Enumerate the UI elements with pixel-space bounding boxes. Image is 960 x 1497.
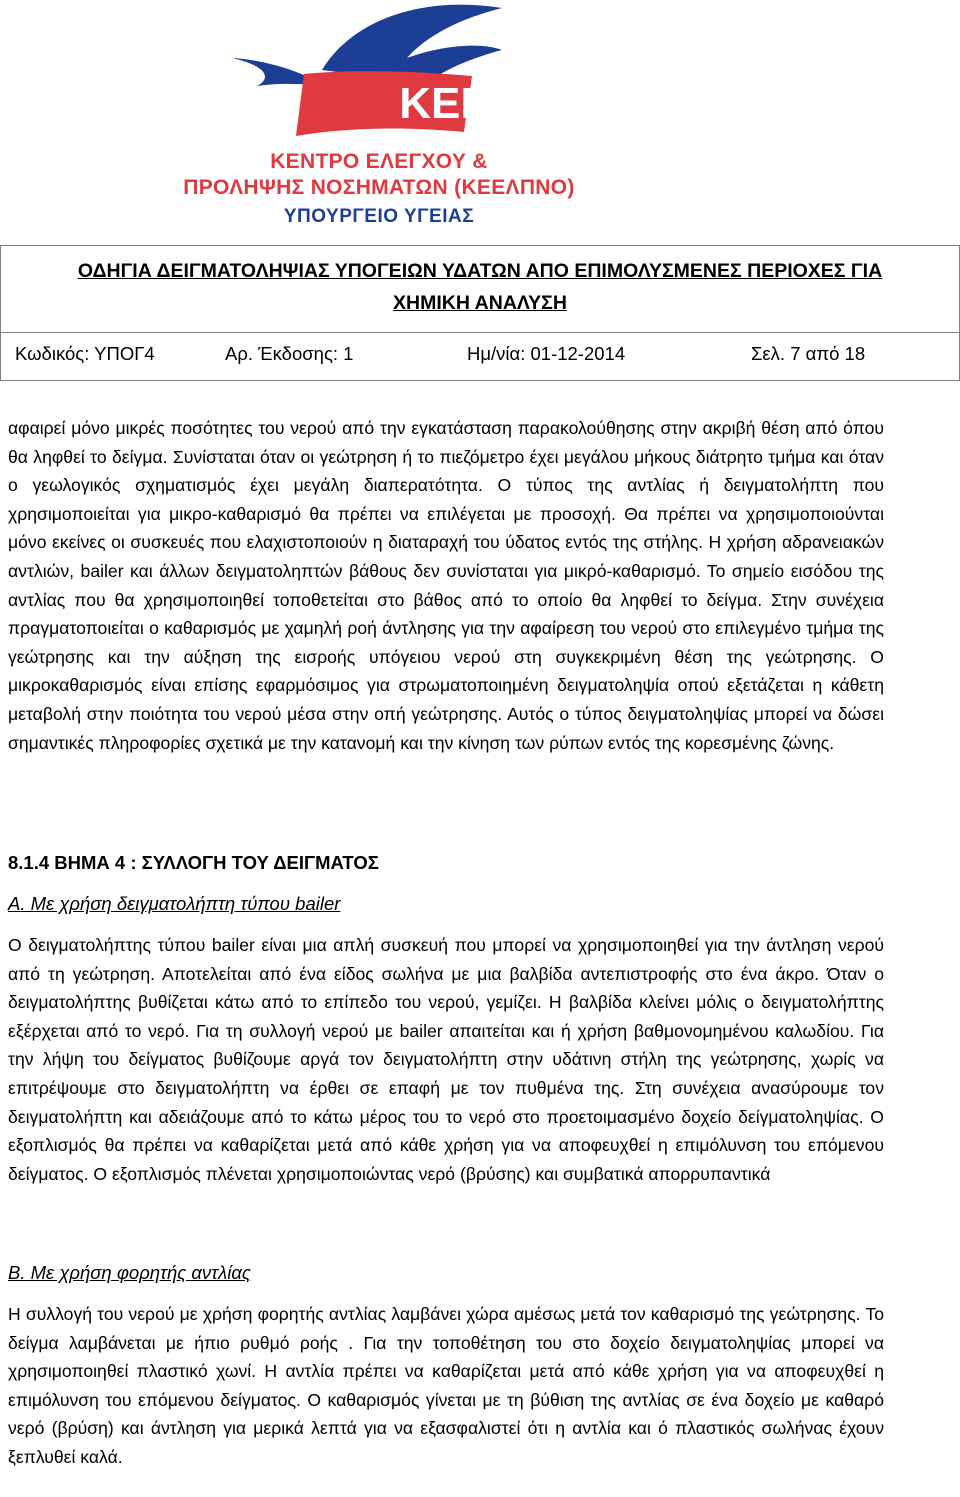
header-divider: [1, 332, 959, 333]
title-line1: ΟΔΗΓΙΑ ΔΕΙΓΜΑΤΟΛΗΨΙΑΣ ΥΠΟΓΕΙΩΝ ΥΔΑΤΩΝ ΑΠΟ ΕΠΙΜΟΛΥΣΜΕΝΕΣ ΠΕΡΙΟΧΕΣ ΓΙΑ: [77, 260, 883, 282]
section-title: 8.1.4 ΒΗΜΑ 4 : ΣΥΛΛΟΓΗ ΤΟΥ ΔΕΙΓΜΑΤΟΣ: [8, 852, 379, 873]
paragraph-bailer: Ο δειγματολήπτης τύπου bailer είναι μια απλή συσκευή που μπορεί να χρησιμοποιηθεί για την άντληση νερού από τη γεώτρηση. Αποτελείται από ένα είδος σωλήνα με μια βαλβίδα αντεπιστροφής στο ένα άκρο. Όταν ο δειγματολήπτης βυθίζεται κάτω από το επίπεδο του νερού, γεμίζει. Η βαλβίδα κλείνει μόλις ο δειγματολήπτης εξέρχεται από το νερό. Για τη συλλογή νερού με bailer απαιτείται και ή χρήση βαθμονομημένου καλωδίου. Για την λήψη του δείγματος βυθίζουμε αργά τον δειγματολήπτη στην υδάτινη στήλη της γεώτρησης, χωρίς να επιτρέψουμε στο δειγματολήπτη να έρθει σε επαφή με τον πυθμένα της. Στη συνέχεια ανασύρουμε τον δειγματολήπτη και αδειάζουμε από το κάτω μέρος του το νερό στο προετοιμασμένο δοχείο δείγματοληψίας. Ο εξοπλισμός θα πρέπει να καθαρίζεται μετά από κάθε χρήση για να αποφευχθεί η επιμόλυνση του επόμενου δείγματος. Ο εξοπλισμός πλένεται χρησιμοποιώντας νερό (βρύσης) και συμβατικά απορρυπαντικά: [8, 935, 884, 1184]
brand-name: ΚΕΕΛΠΝΟ: [399, 79, 617, 128]
page-number: Σελ. 7 από 18: [751, 343, 866, 364]
document-code: Κωδικός: ΥΠΟΓ4: [15, 343, 155, 364]
title-line2: ΧΗΜΙΚΗ ΑΝΑΛΥΣΗ: [393, 292, 567, 314]
document-title: [1, 255, 959, 319]
document-header: [0, 245, 960, 381]
subsection-bailer: Α. Με χρήση δειγματολήπτη τύπου bailer: [8, 893, 341, 914]
edition-number: Αρ. Έκδοσης: 1: [225, 343, 354, 364]
ministry-name: ΥΠΟΥΡΓΕΙΟ ΥΓΕΙΑΣ: [283, 206, 475, 227]
org-name-line1: ΚΕΝΤΡΟ ΕΛΕΓΧΟΥ &: [270, 150, 488, 173]
org-name-line2: ΠΡΟΛΗΨΗΣ ΝΟΣΗΜΑΤΩΝ (ΚΕΕΛΠΝΟ): [183, 176, 575, 199]
paragraph-pump: Η συλλογή του νερού με χρήση φορητής αντλίας λαμβάνει χώρα αμέσως μετά τον καθαρισμό της γεώτρησης. Το δείγμα λαμβάνεται με ήπιο ρυθμό ροής . Για την τοποθέτηση του στο δοχείο δειγματοληψίας μπορεί να χρησιμοποιηθεί πλαστικό χωνί. Η αντλία πρέπει να καθαρίζεται μετά από κάθε χρήση για να αποφευχθεί η επιμόλυνση του επόμενου δείγματος. Ο καθαρισμός γίνεται με τη βύθιση της αντλίας σε ένα δοχείο με καθαρό νερό (βρύση) και άντληση για μερικά λεπτά για να εξασφαλιστεί ότι η αντλία και ό πλαστικός σωλήνας έχουν ξεπλυθεί καλά.: [8, 1304, 884, 1467]
paragraph-continuation: αφαιρεί μόνο μικρές ποσότητες του νερού από την εγκατάσταση παρακολούθησης στην ακριβή θέση από όπου θα ληφθεί το δείγμα. Συνίσταται όταν οι γεώτρηση ή το πιεζόμετρο έχει μεγάλου μήκους διάτρητο τμήμα και όταν ο γεωλογικός σχηματισμός έχει μεγάλη διαπερατότητα. Ο τύπος της αντλίας ή δειγματολήπτη που χρησιμοποιείται για μικρο-καθαρισμό θα πρέπει να επιλέγεται με προσοχή. Θα πρέπει να χρησιμοποιούνται μόνο εκείνες οι συσκευές που ελαχιστοποιούν η διαταραχή του ύδατος εντός της στήλης. Η χρήση αδρανειακών αντλιών, bailer και άλλων δειγματοληπτών βάθους δεν συνίσταται για μικρό-καθαρισμό. Το σημείο εισόδου της αντλίας που θα χρησιμοποιηθεί τοποθετείται στο βάθος από το οποίο θα ληφθεί το δείγμα. Στην συνέχεια πραγματοποιείται ο καθαρισμός με χαμηλή ροή άντλησης για την αφαίρεση του νερού στο επιλεγμένο τμήμα της γεώτρησης και την αύξηση της εισροής υπόγειου νερού στη συγκεκριμένη θέση της γεώτρησης. Ο μικροκαθαρισμός είναι επίσης εφαρμόσιμος για στρωματοποιημένη δειγματοληψία οπού εξετάζεται η κάθετη μεταβολή στην ποιότητα του νερού μέσα στην οπή γεώτρησης. Αυτός ο τύπος δειγματοληψίας μπορεί να δώσει σημαντικές πληροφορίες σχετικά με την κατανομή και την κίνηση των ρύπων εντός της κορεσμένης ζώνης.: [8, 418, 884, 753]
subsection-pump: Β. Με χρήση φορητής αντλίας: [8, 1262, 251, 1283]
issue-date: Ημ/νία: 01-12-2014: [467, 343, 626, 364]
organization-logo: [172, 0, 617, 238]
